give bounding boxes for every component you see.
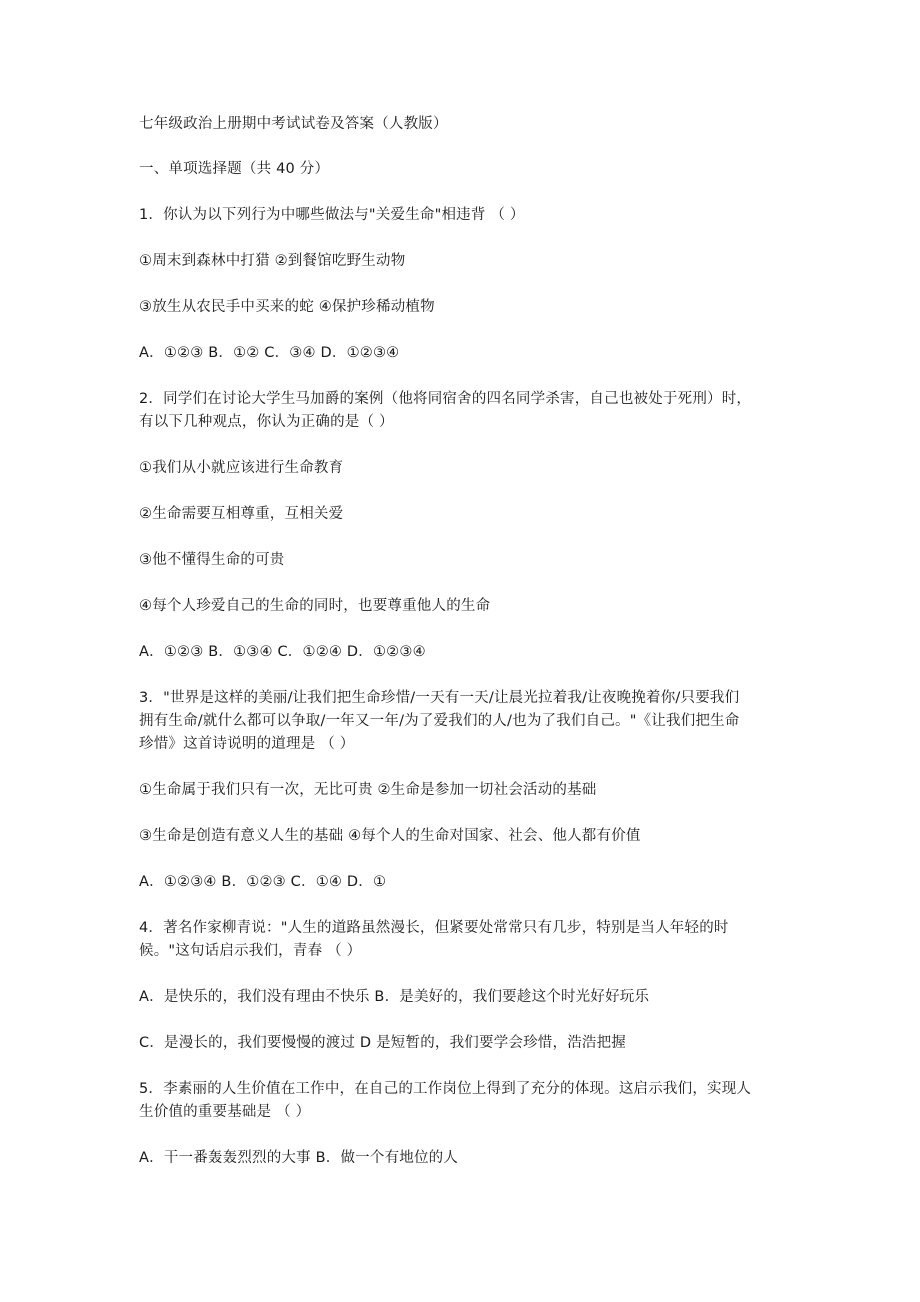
question-1-item: ③放生从农民手中买来的蛇 ④保护珍稀动植物 [139, 299, 435, 315]
document-title: 七年级政治上册期中考试试卷及答案（人教版） [139, 116, 448, 132]
section-heading: 一、单项选择题（共 40 分） [139, 161, 330, 177]
question-2-stem: 2．同学们在讨论大学生马加爵的案例（他将同宿舍的四名同学杀害，自己也被处于死刑）时， [139, 391, 752, 407]
question-2-item: ③他不懂得生命的可贵 [139, 552, 285, 568]
question-4-stem: 4．著名作家柳青说："人生的道路虽然漫长，但紧要处常常只有几步，特别是当人年轻的时 [139, 920, 729, 936]
question-4-options: C．是漫长的，我们要慢慢的渡过 D 是短暂的，我们要学会珍惜，浩浩把握 [139, 1035, 627, 1051]
question-4-options: A．是快乐的，我们没有理由不快乐 B．是美好的，我们要趁这个时光好好玩乐 [139, 989, 650, 1005]
question-2-item: ①我们从小就应该进行生命教育 [139, 460, 344, 476]
question-1-stem: 1．你认为以下列行为中哪些做法与"关爱生命"相违背 （ ） [139, 207, 525, 223]
question-3-item: ①生命属于我们只有一次，无比可贵 ②生命是参加一切社会活动的基础 [139, 782, 597, 798]
question-3-stem: 3．"世界是这样的美丽/让我们把生命珍惜/一天有一天/让晨光拉着我/让夜晚挽着你/只要我们 [139, 690, 740, 706]
question-3-stem-cont: 拥有生命/就什么都可以争取/一年又一年/为了爱我们的人/也为了我们自己。"《让我们把生命 [139, 713, 740, 729]
question-2-item: ②生命需要互相尊重，互相关爱 [139, 506, 344, 522]
question-5-options: A．干一番轰轰烈烈的大事 B．做一个有地位的人 [139, 1150, 459, 1166]
question-5-stem: 5．李素丽的人生价值在工作中，在自己的工作岗位上得到了充分的体现。这启示我们，实现人 [139, 1081, 752, 1097]
question-3-stem-cont: 珍惜》这首诗说明的道理是 （ ） [139, 736, 355, 752]
question-1-item: ①周末到森林中打猎 ②到餐馆吃野生动物 [139, 253, 406, 269]
question-2-options: A．①②③ B．①③④ C．①②④ D．①②③④ [139, 644, 426, 660]
question-4-stem-cont: 候。"这句话启示我们，青春 （ ） [139, 943, 362, 959]
question-3-item: ③生命是创造有意义人生的基础 ④每个人的生命对国家、社会、他人都有价值 [139, 828, 641, 844]
question-5-stem-cont: 生价值的重要基础是 （ ） [139, 1104, 311, 1120]
question-2-item: ④每个人珍爱自己的生命的同时，也要尊重他人的生命 [139, 598, 491, 614]
question-2-stem-cont: 有以下几种观点，你认为正确的是（ ） [139, 414, 394, 430]
question-3-options: A．①②③④ B．①②③ C．①④ D．① [139, 874, 387, 890]
question-1-options: A．①②③ B．①② C．③④ D．①②③④ [139, 345, 400, 361]
